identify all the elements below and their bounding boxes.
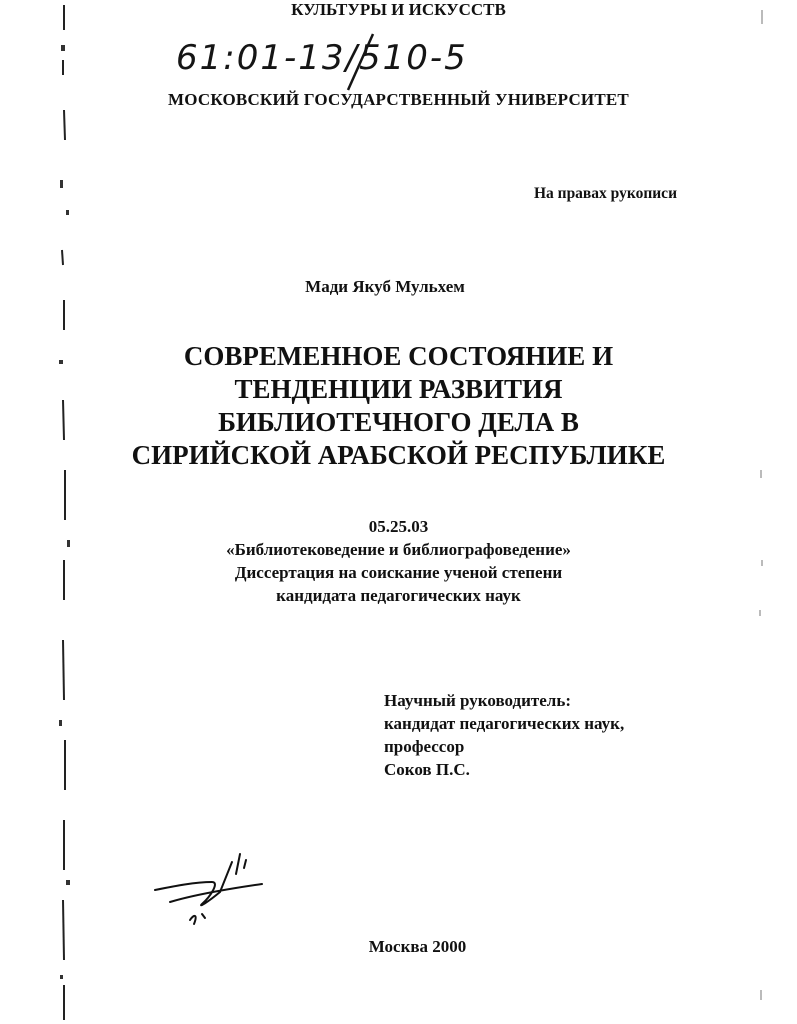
title-line: БИБЛИОТЕЧНОГО ДЕЛА В [218,407,579,437]
title-line: ТЕНДЕНЦИИ РАЗВИТИЯ [234,374,563,404]
scan-edge-artifact-right [740,0,780,1024]
shelfmark-text: 61:01-13/510-5 [176,38,468,78]
supervisor-degree: кандидат педагогических наук, [384,714,625,733]
supervisor-block [384,689,624,781]
degree-line-2: кандидата педагогических наук [276,586,521,605]
handwritten-shelfmark [168,30,528,92]
university-line-2: КУЛЬТУРЫ И ИСКУССТВ [291,0,506,19]
shelfmark-slash-mark [168,30,528,92]
title-line: СОВРЕМЕННОЕ СОСТОЯНИЕ И [183,341,614,371]
supervisor-name: Соков П.С. [384,760,470,779]
specialty-name: «Библиотековедение и библиографоведение» [226,540,571,559]
university-line-1: МОСКОВСКИЙ ГОСУДАРСТВЕННЫЙ УНИВЕРСИТЕТ [168,90,629,109]
city-and-year: Москва 2000 [368,937,467,956]
handwritten-signature [150,852,280,932]
dissertation-title [0,340,797,472]
author-name: Мади Якуб Мульхем [305,277,465,296]
title-line: СИРИЙСКОЙ АРАБСКОЙ РЕСПУБЛИКЕ [131,440,666,470]
specialty-code: 05.25.03 [368,517,429,536]
supervisor-rank: профессор [384,737,465,756]
degree-line-1: Диссертация на соискание ученой степени [234,563,563,582]
scan-edge-artifact-left [44,0,84,1024]
manuscript-rights-note: На правах рукописи [533,185,677,202]
supervisor-heading: Научный руководитель: [384,691,571,710]
specialty-block [0,515,797,607]
